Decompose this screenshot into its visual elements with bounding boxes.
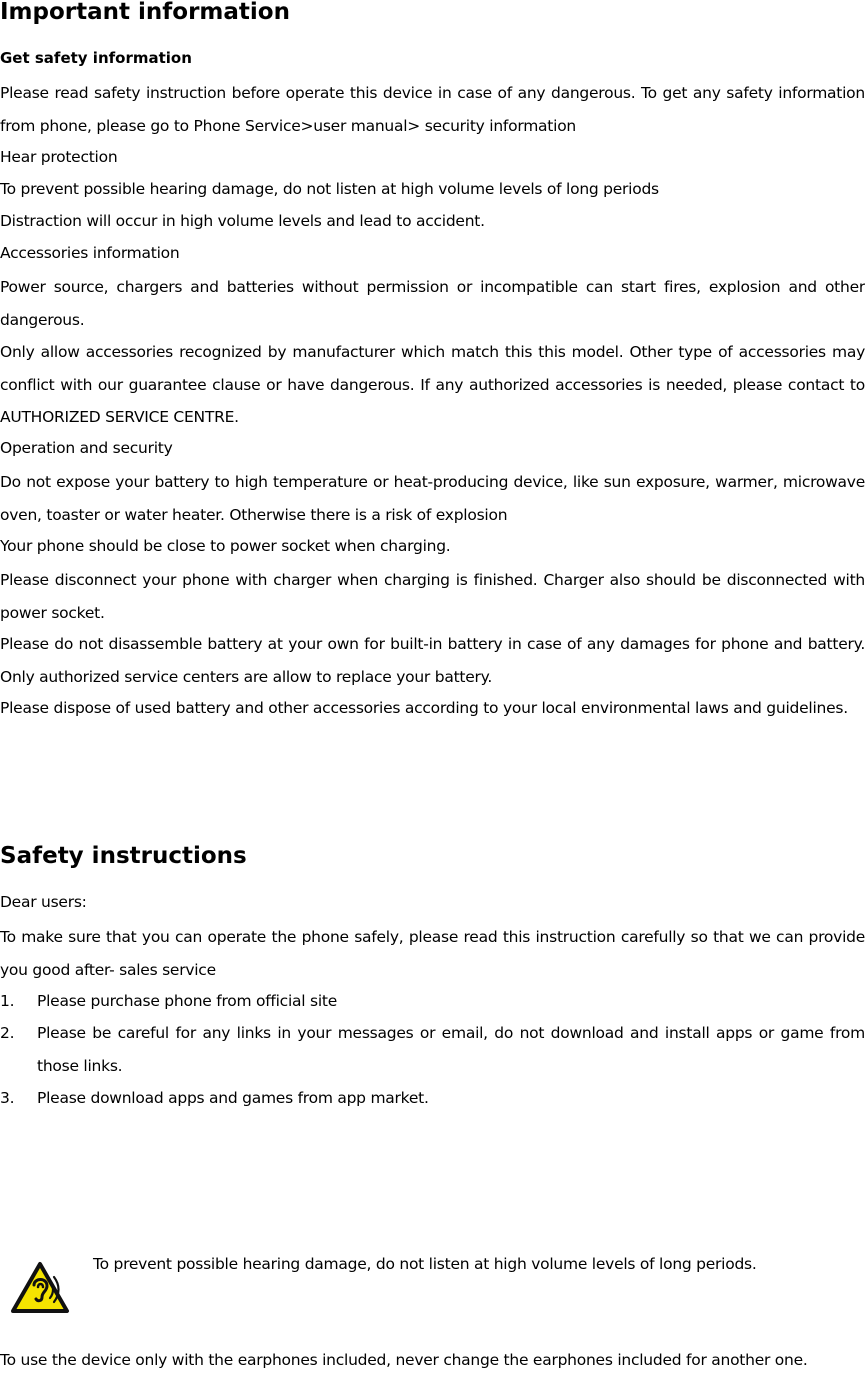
paragraph-disconnect-charger: Please disconnect your phone with charger when charging is finished. Charger also should be disconnected with power socket. [0,571,865,622]
hearing-warning-icon [10,1261,70,1315]
paragraph-dispose-battery: Please dispose of used battery and other accessories according to your local environmental laws and guidelines. [0,699,848,717]
hearing-warning-text: To prevent possible hearing damage, do not listen at high volume levels of long periods. [93,1255,757,1273]
list-item [0,1082,865,1115]
list-item-number: 1. [0,992,15,1010]
paragraph-distraction: Distraction will occur in high volume levels and lead to accident. [0,212,485,230]
paragraph-earphones: To use the device only with the earphones included, never change the earphones included for another one. [0,1351,808,1369]
heading-operation-and-security: Operation and security [0,439,173,457]
list-item-number: 2. [0,1024,15,1042]
list-item [0,985,865,1018]
heading-accessories-information: Accessories information [0,244,180,262]
list-item-text: Please be careful for any links in your messages or email, do not download and install apps or game from those links. [37,1024,865,1075]
paragraph-power-socket: Your phone should be close to power socket when charging. [0,537,451,555]
list-item-text: Please purchase phone from official site [37,992,337,1010]
paragraph-safety-instruction: Please read safety instruction before operate this device in case of any dangerous. To get any safety information from phone, please go to Phone Service>user manual> security information [0,84,865,135]
greeting-dear-users: Dear users: [0,893,87,911]
paragraph-hearing-damage: To prevent possible hearing damage, do not listen at high volume levels of long periods [0,180,659,198]
list-item-number: 3. [0,1089,15,1107]
heading-hear-protection: Hear protection [0,148,118,166]
safety-instructions-title: Safety instructions [0,843,247,869]
paragraph-battery-temperature: Do not expose your battery to high temperature or heat-producing device, like sun exposure, warmer, microwave oven, toaster or water heater. Otherwise there is a risk of explosion [0,473,865,524]
paragraph-safety-intro: To make sure that you can operate the phone safely, please read this instruction carefully so that we can provide you good after- sales service [0,928,865,979]
paragraph-disassemble-battery: Please do not disassemble battery at your own for built-in battery in case of any damages for phone and battery. Only authorized service centers are allow to replace your battery. [0,635,865,686]
paragraph-power-source: Power source, chargers and batteries without permission or incompatible can start fires, explosion and other dangerous. [0,278,865,329]
get-safety-information-subtitle: Get safety information [0,49,192,67]
list-item-text: Please download apps and games from app market. [37,1089,429,1107]
paragraph-allowed-accessories: Only allow accessories recognized by manufacturer which match this this model. Other type of accessories may conflict with our guarantee clause or have dangerous. If any authorized accessories is needed, please contact to AUTHORIZED SERVICE CENTRE. [0,343,865,426]
important-information-title: Important information [0,0,290,25]
list-item [0,1017,865,1082]
